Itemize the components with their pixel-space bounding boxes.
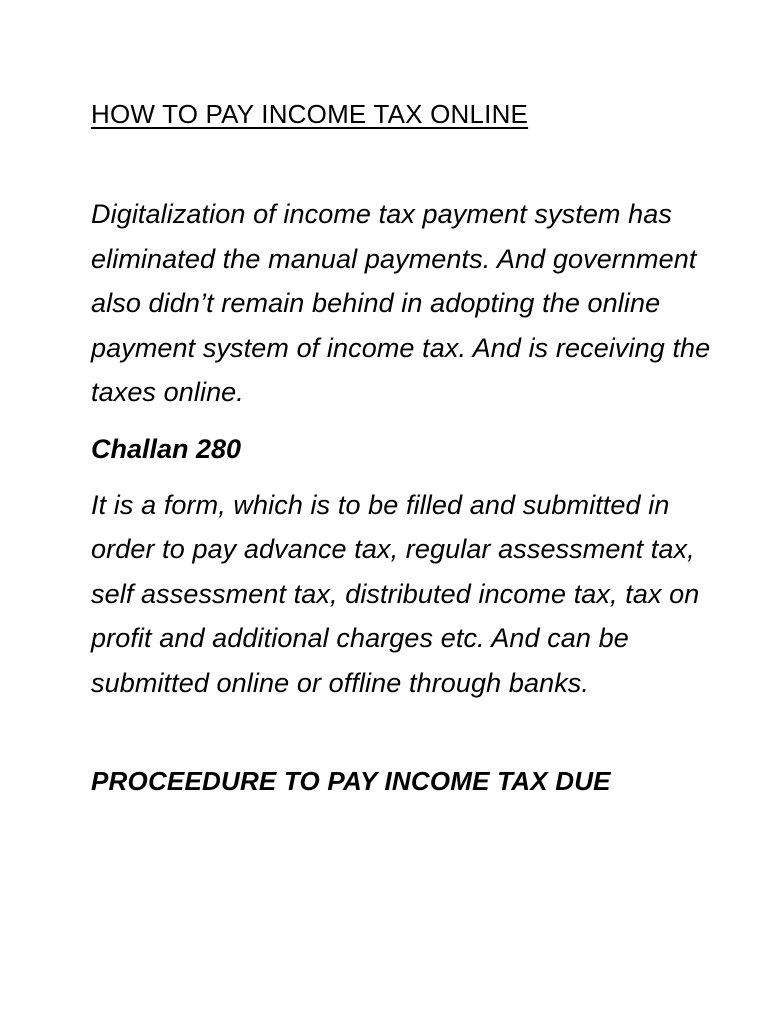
challan-description: It is a form, which is to be filled and submitted in order to pay advance tax, regular assessment tax, self assessment tax, distributed income tax, tax on profit and additional charges etc. And can be submitted online or offline through banks.: [91, 489, 700, 698]
intro-paragraph: Digitalization of income tax payment system has eliminated the manual payments. And government also didn’t remain behind in adopting the online payment system of income tax. And is receiving the taxes online.: [91, 199, 711, 407]
challan-heading: Challan 280: [91, 433, 242, 464]
procedure-heading: PROCEEDURE TO PAY INCOME TAX DUE: [91, 766, 611, 796]
document-title: HOW TO PAY INCOME TAX ONLINE: [91, 99, 529, 129]
document-page: [91, 96, 711, 799]
